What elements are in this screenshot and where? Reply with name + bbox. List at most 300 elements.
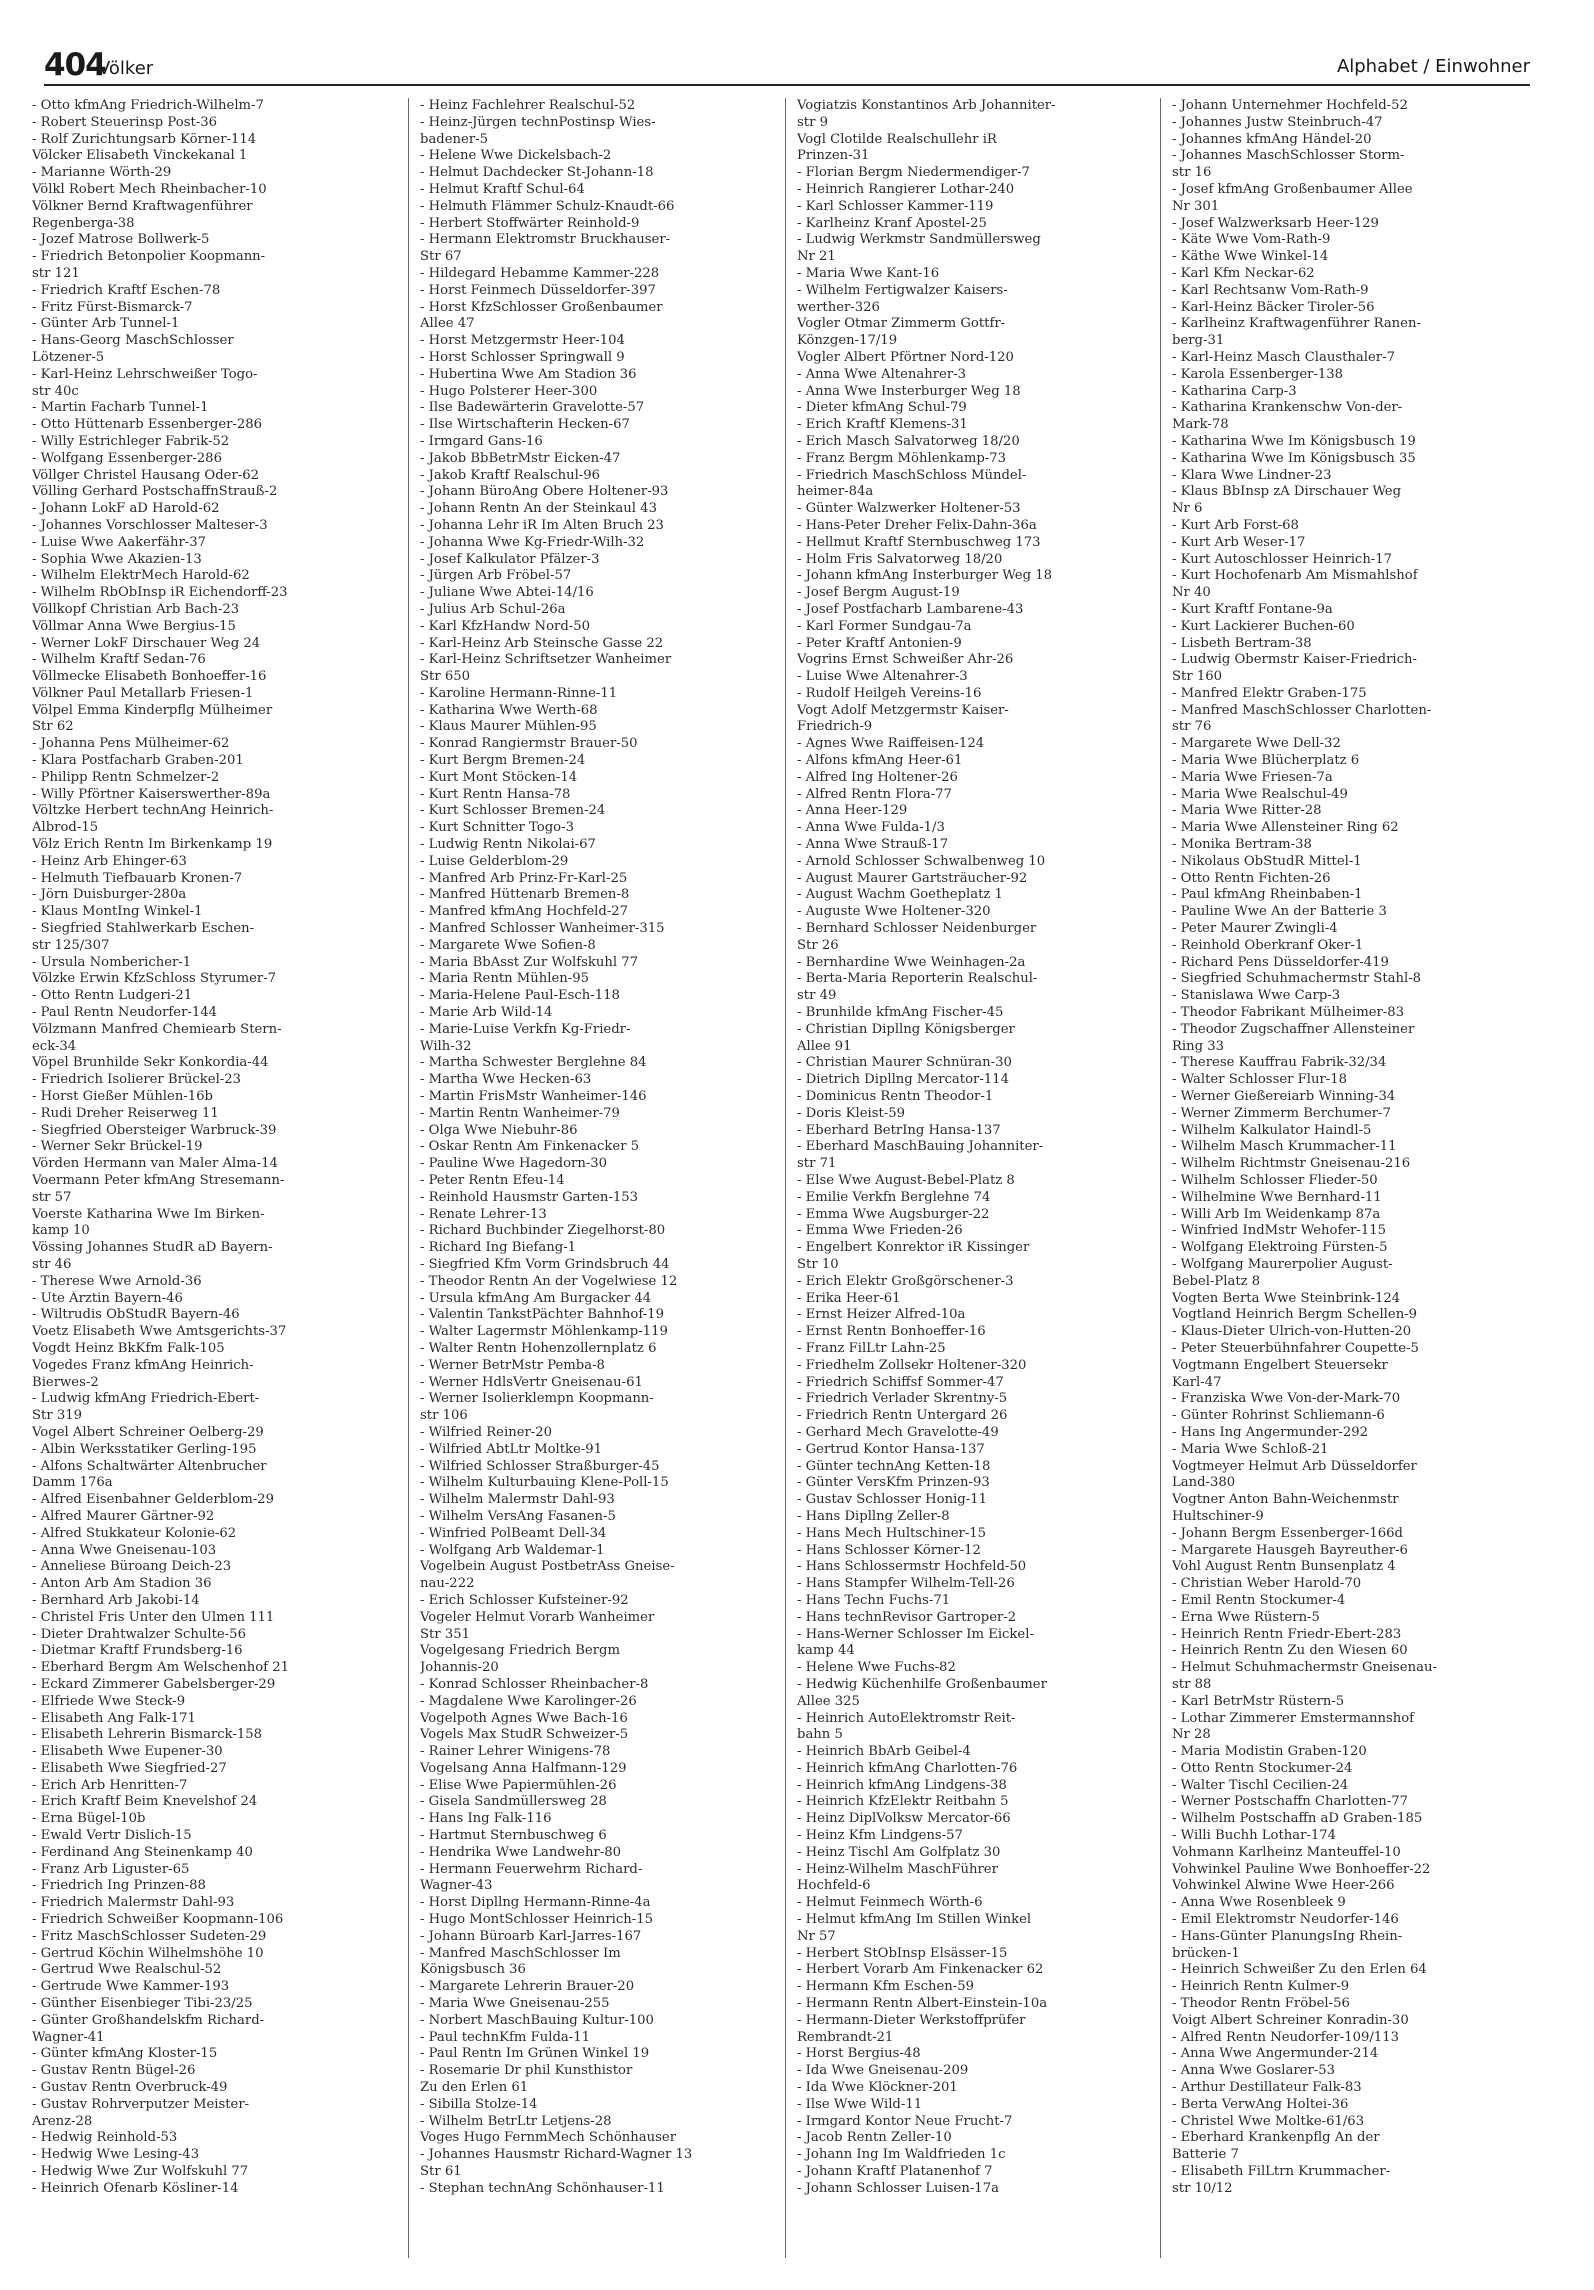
directory-entry: - Wilfried Reiner-20 xyxy=(420,1424,553,1440)
directory-entry: - Wilhelm VersAng Fasanen-5 xyxy=(420,1508,616,1524)
directory-entry: - Paul Rentn Im Grünen Winkel 19 xyxy=(420,2046,650,2062)
directory-entry: Vogtmeyer Helmut Arb Düsseldorfer xyxy=(1172,1458,1417,1474)
directory-entry: - Heinz-Wilhelm MaschFührer xyxy=(797,1861,998,1877)
directory-entry: - Heinrich KfzElektr Reitbahn 5 xyxy=(797,1794,1009,1810)
directory-entry: - Hans Schlosser Körner-12 xyxy=(797,1542,981,1558)
directory-entry: Str 319 xyxy=(32,1408,83,1424)
directory-entry: - Richard Pens Düsseldorfer-419 xyxy=(1172,954,1389,970)
directory-entry: Allee 91 xyxy=(797,1038,852,1054)
directory-entry: - Elisabeth Lehrerin Bismarck-158 xyxy=(32,1727,263,1743)
directory-entry: - Erich Elektr Großgörschener-3 xyxy=(797,1273,1014,1289)
directory-entry: - Johannes kfmAng Händel-20 xyxy=(1172,131,1372,147)
directory-entry: - Horst KfzSchlosser Großenbaumer xyxy=(420,299,663,315)
directory-entry: Völcker Elisabeth Vinckekanal 1 xyxy=(32,148,248,164)
directory-entry: - Hendrika Wwe Landwehr-80 xyxy=(420,1844,621,1860)
directory-entry: Vogtland Heinrich Bergm Schellen-9 xyxy=(1172,1307,1418,1323)
directory-entry: str 49 xyxy=(797,988,837,1004)
directory-entry: - Therese Kauffrau Fabrik-32/34 xyxy=(1172,1055,1387,1071)
directory-entry: Vössing Johannes StudR aD Bayern- xyxy=(32,1240,273,1256)
directory-entry: - Juliane Wwe Abtei-14/16 xyxy=(420,585,594,601)
directory-entry: - Wiltrudis ObStudR Bayern-46 xyxy=(32,1307,240,1323)
directory-entry: Bebel-Platz 8 xyxy=(1172,1273,1261,1289)
directory-entry: - Helmut Schuhmachermstr Gneisenau- xyxy=(1172,1660,1437,1676)
directory-entry: - Gisela Sandmüllersweg 28 xyxy=(420,1794,607,1810)
directory-entry: Wilh-32 xyxy=(420,1038,472,1054)
directory-entry: - Johann Kraftf Platanenhof 7 xyxy=(797,2164,993,2180)
directory-entry: - Karl Former Sundgau-7a xyxy=(797,618,972,634)
directory-entry: - Karl-Heinz Schriftsetzer Wanheimer xyxy=(420,652,672,668)
directory-entry: - Luise Wwe Aakerfähr-37 xyxy=(32,534,206,550)
directory-entry: - Margarete Wwe Sofien-8 xyxy=(420,937,596,953)
directory-entry: - Ernst Rentn Bonhoeffer-16 xyxy=(797,1324,986,1340)
directory-entry: Land-380 xyxy=(1172,1475,1236,1491)
directory-entry: - Erich Kraftf Beim Knevelshof 24 xyxy=(32,1794,258,1810)
directory-entry: - Peter Maurer Zwingli-4 xyxy=(1172,921,1338,937)
directory-entry: - Günter technAng Ketten-18 xyxy=(797,1458,991,1474)
directory-entry: - Manfred kfmAng Hochfeld-27 xyxy=(420,904,629,920)
directory-entry: - Horst Bergius-48 xyxy=(797,2046,921,2062)
directory-entry: werther-326 xyxy=(797,299,880,315)
directory-entry: Batterie 7 xyxy=(1172,2147,1239,2163)
directory-entry: - Klara Postfacharb Graben-201 xyxy=(32,753,244,769)
page-number: 404 xyxy=(44,47,106,83)
directory-entry: str 71 xyxy=(797,1156,837,1172)
directory-entry: Vogrins Ernst Schweißer Ahr-26 xyxy=(797,652,1014,668)
directory-entry: str 10/12 xyxy=(1172,2180,1233,2196)
directory-entry: - Gustav Rentn Bügel-26 xyxy=(32,2063,196,2079)
directory-entry: - Christel Wwe Moltke-61/63 xyxy=(1172,2113,1365,2129)
directory-entry: - Wilhelm Kulturbauing Klene-Poll-15 xyxy=(420,1475,669,1491)
running-head: Völker xyxy=(98,58,154,79)
directory-entry: str 16 xyxy=(1172,165,1212,181)
directory-entry: Nr 6 xyxy=(1172,501,1203,517)
directory-entry: - Nikolaus ObStudR Mittel-1 xyxy=(1172,853,1362,869)
directory-entry: Rembrandt-21 xyxy=(797,2029,894,2045)
directory-entry: - Johann LokF aD Harold-62 xyxy=(32,501,220,517)
directory-entry: - Emilie Verkfn Berglehne 74 xyxy=(797,1189,991,1205)
directory-entry: - Margarete Lehrerin Brauer-20 xyxy=(420,1979,635,1995)
directory-entry: - Friedrich Malermstr Dahl-93 xyxy=(32,1895,235,1911)
directory-entry: - Margarete Hausgeh Bayreuther-6 xyxy=(1172,1542,1408,1558)
directory-entry: - Horst Feinmech Düsseldorfer-397 xyxy=(420,282,656,298)
directory-entry: - Dietrich Dipllng Mercator-114 xyxy=(797,1072,1009,1088)
directory-entry: - Kurt Arb Weser-17 xyxy=(1172,534,1306,550)
directory-entry: - Wilhelm Schlosser Flieder-50 xyxy=(1172,1173,1378,1188)
directory-entry: - Hedwig Reinhold-53 xyxy=(32,2130,178,2146)
directory-entry: Str 61 xyxy=(420,2164,462,2180)
directory-entry: - Käte Wwe Vom-Rath-9 xyxy=(1172,232,1331,248)
directory-entry: - Johann BüroAng Obere Holtener-93 xyxy=(420,484,669,500)
directory-entry: badener-5 xyxy=(420,131,488,147)
directory-entry: - Ida Wwe Gneisenau-209 xyxy=(797,2063,969,2079)
directory-entry: - Sophia Wwe Akazien-13 xyxy=(32,551,202,567)
directory-entry: - Hans Schlossermstr Hochfeld-50 xyxy=(797,1559,1027,1575)
directory-entry: Mark-78 xyxy=(1172,417,1229,433)
directory-entry: - Johann Büroarb Karl-Jarres-167 xyxy=(420,1928,642,1944)
directory-entry: str 57 xyxy=(32,1189,72,1205)
directory-entry: - Walter Schlosser Flur-18 xyxy=(1172,1072,1348,1088)
directory-entry: Völkner Bernd Kraftwagenführer xyxy=(32,198,253,214)
directory-entry: - Maria-Helene Paul-Esch-118 xyxy=(420,988,620,1004)
directory-entry: Völkl Robert Mech Rheinbacher-10 xyxy=(32,181,267,197)
directory-entry: - Wilhelm Postschaffn aD Graben-185 xyxy=(1172,1811,1423,1827)
directory-entry: - Brunhilde kfmAng Fischer-45 xyxy=(797,1005,1004,1021)
directory-entry: - Karl BetrMstr Rüstern-5 xyxy=(1172,1693,1345,1709)
directory-entry: kamp 44 xyxy=(797,1643,855,1659)
directory-entry: - Siegfried Obersteiger Warbruck-39 xyxy=(32,1122,277,1138)
directory-entry: - Karl-Heinz Bäcker Tiroler-56 xyxy=(1172,299,1375,315)
directory-entry: - Erich Masch Salvatorweg 18/20 xyxy=(797,433,1020,449)
directory-entry: - Jozef Matrose Bollwerk-5 xyxy=(32,232,210,248)
directory-entry: - Karl-Heinz Masch Clausthaler-7 xyxy=(1172,349,1395,365)
directory-entry: - Günter Walzwerker Holtener-53 xyxy=(797,501,1021,517)
directory-entry: - Franziska Wwe Von-der-Mark-70 xyxy=(1172,1391,1401,1407)
directory-entry: - Hans Stampfer Wilhelm-Tell-26 xyxy=(797,1576,1015,1592)
directory-entry: - Friedrich Schweißer Koopmann-106 xyxy=(32,1912,284,1928)
directory-entry: Friedrich-9 xyxy=(797,719,873,735)
directory-entry: - Anneliese Büroang Deich-23 xyxy=(32,1559,232,1575)
directory-entry: - Eckard Zimmerer Gabelsberger-29 xyxy=(32,1676,276,1692)
directory-entry: Vogl Clotilde Realschullehr iR xyxy=(797,131,997,147)
directory-entry: - Wilhelm Kraftf Sedan-76 xyxy=(32,652,206,668)
directory-entry: - Ursula Nombericher-1 xyxy=(32,954,192,970)
directory-entry: - Werner Gießereiarb Winning-34 xyxy=(1172,1089,1396,1105)
directory-entry: Vogelsang Anna Halfmann-129 xyxy=(420,1760,627,1776)
directory-entry: - Josef Bergm August-19 xyxy=(797,585,960,601)
directory-entry: - Christian Maurer Schnüran-30 xyxy=(797,1055,1012,1071)
directory-entry: str 40c xyxy=(32,383,79,399)
directory-entry: - Johanna Lehr iR Im Alten Bruch 23 xyxy=(420,517,664,533)
directory-entry: - Ursula kfmAng Am Burgacker 44 xyxy=(420,1290,652,1306)
directory-entry: - Wolfgang Arb Waldemar-1 xyxy=(420,1542,605,1558)
directory-entry: - Martha Wwe Hecken-63 xyxy=(420,1072,592,1088)
directory-entry: - Helene Wwe Dickelsbach-2 xyxy=(420,148,612,164)
directory-entry: Voges Hugo FernmMech Schönhauser xyxy=(420,2130,677,2146)
directory-entry: - Erich Arb Henritten-7 xyxy=(32,1777,188,1793)
directory-entry: Völtzke Herbert technAng Heinrich- xyxy=(32,803,274,819)
column-4 xyxy=(1172,98,1524,2198)
directory-entry: - Wilfried AbtLtr Moltke-91 xyxy=(420,1441,603,1457)
directory-entry: - Holm Fris Salvatorweg 18/20 xyxy=(797,551,1003,567)
directory-entry: - Eberhard Krankenpflg An der xyxy=(1172,2130,1380,2146)
directory-entry: Albrod-15 xyxy=(32,820,99,836)
directory-entry: - Katharina Wwe Im Königsbusch 19 xyxy=(1172,433,1416,449)
directory-entry: - Rainer Lehrer Winigens-78 xyxy=(420,1744,611,1760)
directory-entry: - Hans-Günter PlanungsIng Rhein- xyxy=(1172,1928,1403,1944)
directory-entry: Nr 28 xyxy=(1172,1727,1211,1743)
directory-entry: Völz Erich Rentn Im Birkenkamp 19 xyxy=(32,837,273,853)
directory-entry: - Manfred Elektr Graben-175 xyxy=(1172,685,1367,701)
directory-entry: str 9 xyxy=(797,114,828,130)
directory-entry: Vohwinkel Alwine Wwe Heer-266 xyxy=(1172,1878,1395,1894)
directory-entry: - Gertrude Wwe Kammer-193 xyxy=(32,1979,230,1995)
directory-entry: - Johann Unternehmer Hochfeld-52 xyxy=(1172,98,1408,113)
column-3 xyxy=(797,98,1149,2198)
directory-entry: - Otto Hüttenarb Essenberger-286 xyxy=(32,417,263,433)
directory-entry: - Friedhelm Zollsekr Holtener-320 xyxy=(797,1357,1027,1373)
directory-entry: Völzke Erwin KfzSchloss Styrumer-7 xyxy=(32,971,277,987)
directory-entry: Vöpel Brunhilde Sekr Konkordia-44 xyxy=(32,1055,269,1071)
directory-entry: - Ute Ärztin Bayern-46 xyxy=(32,1290,183,1306)
directory-entry: Vogler Albert Pförtner Nord-120 xyxy=(797,349,1014,365)
directory-entry: - Ilse Badewärterin Gravelotte-57 xyxy=(420,400,645,416)
directory-entry: - Wilfried Schlosser Straßburger-45 xyxy=(420,1458,660,1474)
section-title: Alphabet / Einwohner xyxy=(1336,56,1530,77)
directory-entry: Bierwes-2 xyxy=(32,1374,99,1390)
directory-entry: str 125/307 xyxy=(32,937,110,953)
directory-entry: - Philipp Rentn Schmelzer-2 xyxy=(32,769,220,785)
directory-entry: - Christian Dipllng Königsberger xyxy=(797,1021,1015,1037)
directory-entry: Vogtmann Engelbert Steuersekr xyxy=(1172,1357,1388,1373)
directory-entry: - Werner BetrMstr Pemba-8 xyxy=(420,1357,605,1373)
directory-entry: Voigt Albert Schreiner Konradin-30 xyxy=(1172,2012,1409,2028)
directory-entry: - Anna Wwe Gneisenau-103 xyxy=(32,1542,217,1558)
directory-entry: - Elisabeth Wwe Eupener-30 xyxy=(32,1744,223,1760)
directory-entry: - Katharina Wwe Werth-68 xyxy=(420,702,598,718)
directory-entry: - Dietmar Kraftf Frundsberg-16 xyxy=(32,1643,243,1659)
column-divider xyxy=(408,98,409,2258)
directory-entry: - Berta VerwAng Holtei-36 xyxy=(1172,2096,1349,2112)
directory-entry: - Josef Postfacharb Lambarene-43 xyxy=(797,601,1024,617)
directory-entry: - Lothar Zimmerer Emstermannshof xyxy=(1172,1710,1415,1726)
directory-entry: Vogiatzis Konstantinos Arb Johanniter- xyxy=(797,98,1056,113)
directory-entry: - Herbert Stoffwärter Reinhold-9 xyxy=(420,215,640,231)
directory-entry: Vogt Adolf Metzgermstr Kaiser- xyxy=(797,702,1009,718)
directory-entry: - Herbert StObInsp Elsässer-15 xyxy=(797,1945,1008,1961)
directory-entry: Regenberga-38 xyxy=(32,215,135,231)
directory-entry: - Friedrich Schiffsf Sommer-47 xyxy=(797,1374,1004,1390)
directory-entry: - Helmut kfmAng Im Stillen Winkel xyxy=(797,1912,1032,1928)
directory-entry: - Johannes Vorschlosser Malteser-3 xyxy=(32,517,268,533)
directory-entry: - Franz Bergm Möhlenkamp-73 xyxy=(797,450,1007,466)
directory-entry: - Heinz Kfm Lindgens-57 xyxy=(797,1828,963,1844)
directory-entry: - Hartmut Sternbuschweg 6 xyxy=(420,1828,607,1844)
directory-entry: - Fritz Fürst-Bismarck-7 xyxy=(32,299,193,315)
directory-entry: - Heinrich BbArb Geibel-4 xyxy=(797,1744,971,1760)
directory-entry: Prinzen-31 xyxy=(797,148,870,164)
directory-entry: - Wilhelmine Wwe Bernhard-11 xyxy=(1172,1189,1382,1205)
directory-entry: - Manfred Arb Prinz-Fr-Karl-25 xyxy=(420,870,628,886)
directory-entry: - Johannes Hausmstr Richard-Wagner 13 xyxy=(420,2147,693,2163)
directory-entry: - Maria Modistin Graben-120 xyxy=(1172,1744,1367,1760)
directory-entry: Vogdt Heinz BkKfm Falk-105 xyxy=(32,1340,225,1356)
directory-entry: - Katharina Wwe Im Königsbusch 35 xyxy=(1172,450,1416,466)
directory-entry: Ring 33 xyxy=(1172,1038,1225,1054)
directory-entry: - Heinrich kfmAng Lindgens-38 xyxy=(797,1777,1007,1793)
directory-entry: Wagner-43 xyxy=(420,1878,493,1894)
directory-entry: - Luise Gelderblom-29 xyxy=(420,853,569,869)
directory-entry: Str 62 xyxy=(32,719,74,735)
directory-entry: Johannis-20 xyxy=(420,1660,499,1676)
directory-entry: - Oskar Rentn Am Finkenacker 5 xyxy=(420,1139,640,1155)
directory-entry: - Alfred Eisenbahner Gelderblom-29 xyxy=(32,1492,274,1508)
directory-entry: - Stanislawa Wwe Carp-3 xyxy=(1172,988,1341,1004)
directory-entry: - Maria Wwe Kant-16 xyxy=(797,265,940,281)
directory-entry: - Heinz DiplVolksw Mercator-66 xyxy=(797,1811,1011,1827)
directory-entry: - Christel Fris Unter den Ulmen 111 xyxy=(32,1609,275,1625)
directory-entry: - Johannes Justw Steinbruch-47 xyxy=(1172,114,1383,130)
directory-entry: - Winfried IndMstr Wehofer-115 xyxy=(1172,1223,1387,1239)
directory-entry: Völlmecke Elisabeth Bonhoeffer-16 xyxy=(32,669,267,685)
directory-entry: - Robert Steuerinsp Post-36 xyxy=(32,114,217,130)
directory-entry: - Walter Lagermstr Möhlenkamp-119 xyxy=(420,1324,668,1340)
directory-entry: - Ilse Wwe Wild-11 xyxy=(797,2096,923,2112)
directory-entry: - Günter Rohrinst Schliemann-6 xyxy=(1172,1408,1385,1424)
directory-entry: - Hugo Polsterer Heer-300 xyxy=(420,383,598,399)
directory-entry: - Hans-Georg MaschSchlosser xyxy=(32,333,234,349)
directory-entry: - Emil Elektromstr Neudorfer-146 xyxy=(1172,1912,1399,1928)
directory-entry: - Doris Kleist-59 xyxy=(797,1105,906,1121)
directory-entry: - Kurt Schnitter Togo-3 xyxy=(420,820,574,836)
directory-entry: - Richard Ing Biefang-1 xyxy=(420,1240,577,1256)
directory-entry: - Wilhelm Richtmstr Gneisenau-216 xyxy=(1172,1156,1411,1172)
directory-entry: Königsbusch 36 xyxy=(420,1962,526,1978)
directory-entry: Arenz-28 xyxy=(32,2113,93,2129)
directory-entry: - Heinrich Schweißer Zu den Erlen 64 xyxy=(1172,1962,1427,1978)
directory-entry: - Alfons Schaltwärter Altenbrucher xyxy=(32,1458,267,1474)
directory-entry: - Helmuth Flämmer Schulz-Knaudt-66 xyxy=(420,198,675,214)
directory-entry: str 46 xyxy=(32,1256,72,1272)
directory-entry: - Heinrich Rangierer Lothar-240 xyxy=(797,181,1015,197)
directory-entry: - Gertrud Wwe Realschul-52 xyxy=(32,1962,222,1978)
directory-entry: - Friedrich Isolierer Brückel-23 xyxy=(32,1072,242,1088)
directory-entry: - Berta-Maria Reporterin Realschul- xyxy=(797,971,1038,987)
directory-entry: - Klaus BbInsp zA Dirschauer Weg xyxy=(1172,484,1402,500)
directory-entry: Zu den Erlen 61 xyxy=(420,2080,529,2096)
directory-entry: - Monika Bertram-38 xyxy=(1172,837,1312,853)
directory-entry: - Magdalene Wwe Karolinger-26 xyxy=(420,1693,637,1709)
directory-entry: - Heinz Tischl Am Golfplatz 30 xyxy=(797,1844,1001,1860)
directory-entry: - Paul kfmAng Rheinbaben-1 xyxy=(1172,887,1363,903)
directory-entry: str 76 xyxy=(1172,719,1212,735)
directory-entry: - Anton Arb Am Stadion 36 xyxy=(32,1576,212,1592)
directory-entry: Nr 21 xyxy=(797,249,836,265)
directory-entry: - Hans Dipllng Zeller-8 xyxy=(797,1508,950,1524)
directory-entry: - Friedrich Ing Prinzen-88 xyxy=(32,1878,206,1894)
directory-entry: - Karlheinz Kranf Apostel-25 xyxy=(797,215,987,231)
directory-entry: - Hermann Kfm Eschen-59 xyxy=(797,1979,975,1995)
column-1 xyxy=(32,98,384,2198)
directory-entry: - Josef Kalkulator Pfälzer-3 xyxy=(420,551,600,567)
directory-entry: - Wilhelm Malermstr Dahl-93 xyxy=(420,1492,615,1508)
directory-entry: - Josef kfmAng Großenbaumer Allee xyxy=(1172,181,1413,197)
directory-entry: - Günter VersKfm Prinzen-93 xyxy=(797,1475,990,1491)
directory-entry: - Fritz MaschSchlosser Sudeten-29 xyxy=(32,1928,267,1944)
directory-entry: - Karl Kfm Neckar-62 xyxy=(1172,265,1315,281)
directory-entry: - Hedwig Wwe Zur Wolfskuhl 77 xyxy=(32,2164,249,2180)
directory-entry: - Erich Schlosser Kufsteiner-92 xyxy=(420,1592,629,1608)
directory-entry: - Johann Ing Im Waldfrieden 1c xyxy=(797,2147,1006,2163)
directory-entry: - Werner Zimmerm Berchumer-7 xyxy=(1172,1105,1391,1121)
directory-entry: - Jacob Rentn Zeller-10 xyxy=(797,2130,952,2146)
directory-entry: - Gertrud Kontor Hansa-137 xyxy=(797,1441,985,1457)
directory-entry: kamp 10 xyxy=(32,1223,90,1239)
directory-entry: - Elisabeth Ang Falk-171 xyxy=(32,1710,196,1726)
directory-entry: Voetz Elisabeth Wwe Amtsgerichts-37 xyxy=(32,1324,287,1340)
directory-entry: - Wilhelm ElektrMech Harold-62 xyxy=(32,568,250,584)
directory-entry: - Hermann Elektromstr Bruckhauser- xyxy=(420,232,671,248)
directory-entry: - Rolf Zurichtungsarb Körner-114 xyxy=(32,131,257,147)
directory-entry: berg-31 xyxy=(1172,333,1225,349)
directory-entry: - Norbert MaschBauing Kultur-100 xyxy=(420,2012,654,2028)
directory-entry: Karl-47 xyxy=(1172,1374,1222,1390)
directory-entry: - Erich Kraftf Klemens-31 xyxy=(797,417,968,433)
directory-entry: - Elisabeth Wwe Siegfried-27 xyxy=(32,1760,227,1776)
directory-entry: - Maria BbAsst Zur Wolfskuhl 77 xyxy=(420,954,639,970)
directory-entry: - Johann Schlosser Luisen-17a xyxy=(797,2180,999,2196)
directory-entry: Str 10 xyxy=(797,1256,839,1272)
directory-entry: - Franz FilLtr Lahn-25 xyxy=(797,1340,946,1356)
directory-entry: - Heinrich kfmAng Charlotten-76 xyxy=(797,1760,1018,1776)
directory-entry: - Lisbeth Bertram-38 xyxy=(1172,635,1312,651)
directory-entry: - Wolfgang Essenberger-286 xyxy=(32,450,222,466)
directory-entry: - Johanna Pens Mülheimer-62 xyxy=(32,736,230,752)
directory-entry: - Anna Wwe Fulda-1/3 xyxy=(797,820,945,836)
directory-entry: - Alfred Stukkateur Kolonie-62 xyxy=(32,1525,237,1541)
directory-entry: - Rosemarie Dr phil Kunsthistor xyxy=(420,2063,633,2079)
directory-entry: - Heinz-Jürgen technPostinsp Wies- xyxy=(420,114,656,130)
directory-entry: - Hermann-Dieter Werkstoffprüfer xyxy=(797,2012,1026,2028)
directory-entry: - Winfried PolBeamt Dell-34 xyxy=(420,1525,607,1541)
directory-entry: - Günther Eisenbieger Tibi-23/25 xyxy=(32,1996,253,2012)
directory-entry: Str 67 xyxy=(420,249,462,265)
directory-entry: - Ludwig kfmAng Friedrich-Ebert- xyxy=(32,1391,260,1407)
directory-entry: Lötzener-5 xyxy=(32,349,105,365)
directory-entry: - Pauline Wwe Hagedorn-30 xyxy=(420,1156,608,1172)
directory-entry: - Friedrich Kraftf Eschen-78 xyxy=(32,282,221,298)
directory-entry: - Wolfgang Maurerpolier August- xyxy=(1172,1256,1393,1272)
directory-entry: - Martin FrisMstr Wanheimer-146 xyxy=(420,1089,647,1105)
directory-entry: - Otto kfmAng Friedrich-Wilhelm-7 xyxy=(32,98,264,113)
directory-entry: - Martin Rentn Wanheimer-79 xyxy=(420,1105,620,1121)
directory-entry: - Erna Bügel-10b xyxy=(32,1811,146,1827)
directory-entry: - Helmut Kraftf Schul-64 xyxy=(420,181,585,197)
directory-entry: - Hedwig Wwe Lesing-43 xyxy=(32,2147,200,2163)
directory-entry: - Wilhelm Masch Krummacher-11 xyxy=(1172,1139,1397,1155)
directory-entry: str 106 xyxy=(420,1408,468,1424)
directory-entry: Vogelpoth Agnes Wwe Bach-16 xyxy=(420,1710,628,1726)
directory-entry: - Theodor Rentn Fröbel-56 xyxy=(1172,1996,1350,2012)
column-2 xyxy=(420,98,772,2198)
directory-entry: - Ferdinand Ang Steinenkamp 40 xyxy=(32,1844,253,1860)
directory-entry: - Friedrich Rentn Untergard 26 xyxy=(797,1408,1008,1424)
directory-entry: - Julius Arb Schul-26a xyxy=(420,601,566,617)
directory-entry: - Kurt Lackierer Buchen-60 xyxy=(1172,618,1355,634)
directory-entry: - Anna Wwe Rosenbleek 9 xyxy=(1172,1895,1346,1911)
directory-entry: - Anna Heer-129 xyxy=(797,803,908,819)
page-header xyxy=(44,48,1530,84)
directory-entry: - Ewald Vertr Dislich-15 xyxy=(32,1828,192,1844)
directory-entry: - Paul technKfm Fulda-11 xyxy=(420,2029,591,2045)
directory-entry: - Heinz Arb Ehinger-63 xyxy=(32,853,187,869)
directory-entry: - Ludwig Obermstr Kaiser-Friedrich- xyxy=(1172,652,1417,668)
directory-entry: - Karola Essenberger-138 xyxy=(1172,366,1344,382)
directory-entry: - Kurt Arb Forst-68 xyxy=(1172,517,1299,533)
directory-entry: - Horst Gießer Mühlen-16b xyxy=(32,1089,213,1105)
directory-entry: - Bernhard Schlosser Neidenburger xyxy=(797,921,1037,937)
directory-entry: - Werner HdlsVertr Gneisenau-61 xyxy=(420,1374,643,1390)
directory-entry: - Wilhelm Kalkulator Haindl-5 xyxy=(1172,1122,1372,1138)
directory-entry: - Hans-Werner Schlosser Im Eickel- xyxy=(797,1626,1034,1642)
directory-entry: - Friedrich MaschSchloss Mündel- xyxy=(797,467,1027,483)
directory-entry: - Manfred MaschSchlosser Charlotten- xyxy=(1172,702,1432,718)
directory-entry: - Hans Ing Angermunder-292 xyxy=(1172,1424,1369,1440)
directory-entry: - Theodor Fabrikant Mülheimer-83 xyxy=(1172,1005,1405,1021)
directory-entry: Könzgen-17/19 xyxy=(797,333,898,349)
directory-entry: - Heinrich AutoElektromstr Reit- xyxy=(797,1710,1016,1726)
directory-entry: - Bernhardine Wwe Weinhagen-2a xyxy=(797,954,1026,970)
directory-entry: - Manfred Hüttenarb Bremen-8 xyxy=(420,887,630,903)
